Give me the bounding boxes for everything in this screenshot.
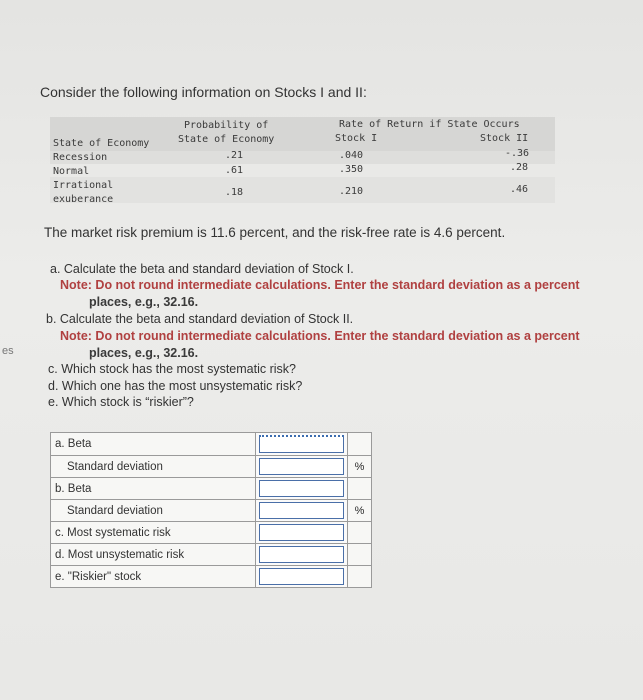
systematic-risk-select[interactable] <box>259 524 344 541</box>
row-stock2: .46 <box>510 184 529 195</box>
row-state: Normal <box>53 166 90 177</box>
answer-label: Standard deviation <box>51 456 256 478</box>
row-band <box>50 151 555 164</box>
answer-label: d. Most unsystematic risk <box>51 544 256 566</box>
answer-row <box>51 544 372 566</box>
answer-row <box>51 500 372 522</box>
unsystematic-risk-select[interactable] <box>259 546 344 563</box>
state-header: State of Economy <box>53 138 150 149</box>
answer-unit <box>348 433 372 456</box>
prob-header-1: Probability of <box>184 120 269 131</box>
row-band <box>50 177 555 203</box>
answer-label: b. Beta <box>51 478 256 500</box>
question-c: c. Which stock has the most systematic risk? <box>48 362 296 376</box>
rate-header: Rate of Return if State Occurs <box>339 119 520 130</box>
stock2-header: Stock II <box>480 133 529 144</box>
answer-cell <box>255 544 347 566</box>
row-state: Recession <box>53 152 108 163</box>
sd-stock1-input[interactable] <box>259 458 344 475</box>
answer-row <box>51 456 372 478</box>
state-table <box>50 117 555 210</box>
side-label: es <box>2 345 14 357</box>
note-a <box>60 278 580 292</box>
note-b <box>60 329 580 343</box>
row-state: exuberance <box>53 194 114 205</box>
answer-label: a. Beta <box>51 433 256 456</box>
answer-cell <box>255 566 347 588</box>
row-stock1: .040 <box>339 150 364 161</box>
row-stock2: -.36 <box>505 148 530 159</box>
question-d: d. Which one has the most unsystematic risk? <box>48 379 303 393</box>
row-prob: .18 <box>225 187 244 198</box>
answer-cell <box>255 478 347 500</box>
stock1-header: Stock I <box>335 133 378 144</box>
note-b-tail: places, e.g., 32.16. <box>89 346 199 360</box>
row-prob: .61 <box>225 165 244 176</box>
row-stock2: .28 <box>510 162 529 173</box>
row-prob: .21 <box>225 150 244 161</box>
note-a-text: Note: Do not round intermediate calculations. Enter the standard deviation as a percent <box>60 278 580 292</box>
beta-stock2-input[interactable] <box>259 480 344 497</box>
prob-header-2: State of Economy <box>178 134 275 145</box>
answer-unit: % <box>348 456 372 478</box>
row-stock1: .210 <box>339 186 364 197</box>
answer-cell <box>255 456 347 478</box>
risk-premium-text: The market risk premium is 11.6 percent, and the risk-free rate is 4.6 percent. <box>44 225 506 240</box>
note-a-tail: places, e.g., 32.16. <box>89 295 199 309</box>
note-b-text: Note: Do not round intermediate calculations. Enter the standard deviation as a percent <box>60 329 580 343</box>
answer-label: e. "Riskier" stock <box>51 566 256 588</box>
answer-unit <box>348 522 372 544</box>
answer-cell <box>255 522 347 544</box>
question-a: a. Calculate the beta and standard deviation of Stock I. <box>50 262 354 276</box>
question-b: b. Calculate the beta and standard deviation of Stock II. <box>46 312 354 326</box>
riskier-stock-select[interactable] <box>259 568 344 585</box>
answer-unit <box>348 566 372 588</box>
answer-cell <box>255 500 347 522</box>
row-stock1: .350 <box>339 164 364 175</box>
answer-row <box>51 478 372 500</box>
answer-unit <box>348 478 372 500</box>
answer-row <box>51 566 372 588</box>
intro-text: Consider the following information on Stocks I and II: <box>40 84 367 100</box>
row-state: Irrational <box>53 180 114 191</box>
question-e: e. Which stock is “riskier”? <box>48 395 194 409</box>
answer-row <box>51 433 372 456</box>
answer-cell <box>255 433 347 456</box>
sd-stock2-input[interactable] <box>259 502 344 519</box>
answer-unit: % <box>348 500 372 522</box>
answer-unit <box>348 544 372 566</box>
beta-stock1-input[interactable] <box>259 435 344 453</box>
answer-row <box>51 522 372 544</box>
answer-label: c. Most systematic risk <box>51 522 256 544</box>
answer-table <box>50 432 372 588</box>
answer-label: Standard deviation <box>51 500 256 522</box>
